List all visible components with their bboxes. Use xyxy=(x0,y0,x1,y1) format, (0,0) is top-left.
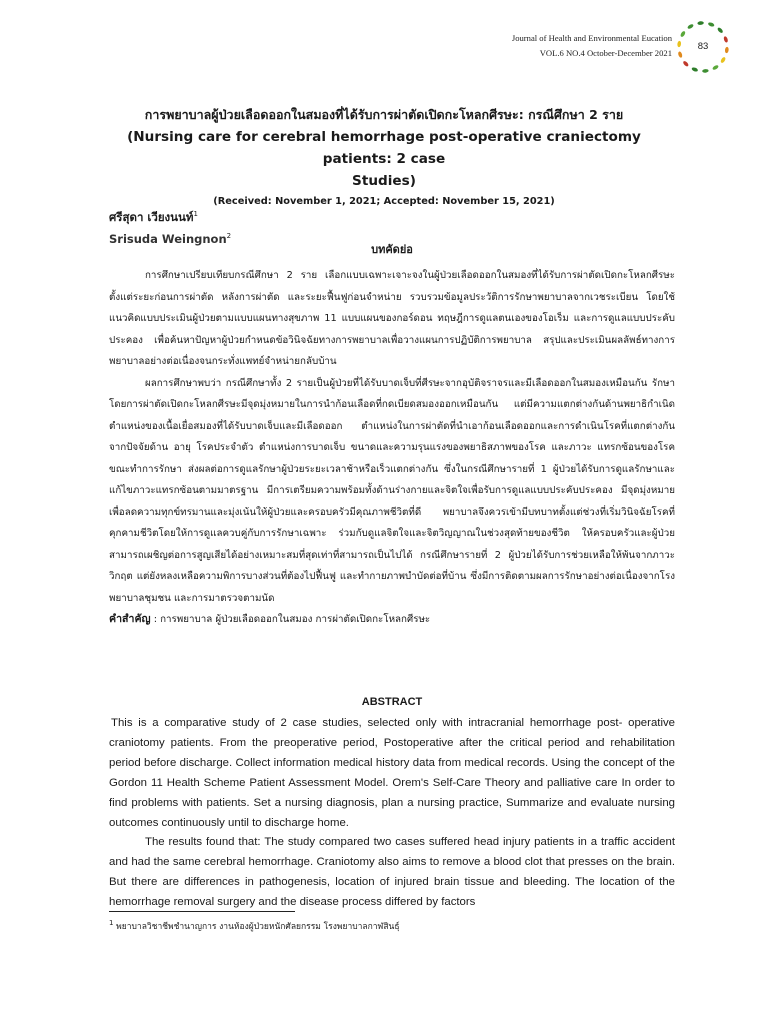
page-number: 83 xyxy=(697,41,709,52)
journal-name: Journal of Health and Environmental Eucation xyxy=(511,33,672,43)
title-english-line-2: Studies) xyxy=(352,173,416,189)
abstract-english-paragraph-1: This is a comparative study of 2 case studies, selected only with intracranial hemorrhage post- operative craniotomy patients. From the preoperative period, Postoperative after the critical period and rehabilitation period before discharge. Collect information medical history data from medical records. Using the concept of the Gordon 11 Health Scheme Patient Assessment Model. Orem's Self-Care Theory and palliative care In order to find problems with patients. Set a nursing diagnosis, plan a nursing practice, Summarize and evaluate nursing outcomes continuously until to discharge home. xyxy=(109,717,675,829)
abstract-thai-heading: บทคัดย่อ xyxy=(371,243,413,256)
wreath-leaf xyxy=(717,27,724,34)
abstract-thai-section xyxy=(109,240,675,631)
title-english-line-1: (Nursing care for cerebral hemorrhage post-operative craniectomy patients: 2 case xyxy=(127,129,641,167)
wreath-leaf xyxy=(697,21,704,25)
wreath-leaf xyxy=(720,56,727,63)
wreath-leaf xyxy=(682,60,689,67)
abstract-thai-paragraph-1: การศึกษาเปรียบเทียบกรณีศึกษา 2 ราย เลือกแบบเฉพาะเจาะจงในผู้ป่วยเลือดออกในสมองที่ได้รับการผ่าตัดเปิดกะโหลกศีรษะ ตั้งแต่ระยะก่อนการผ่าตัด หลังการผ่าตัด และระยะฟื้นฟูก่อนจำหน่าย รวบรวมข้อมูลประวัติการรักษาพยาบาลจากเวชระเบียน โดยใช้แนวคิดแบบประเมินผู้ป่วยตามแบบแผนทางสุขภาพ 11 แบบแผนของกอร์ดอน ทฤษฎีการดูแลตนเองของโอเร็ม และการดูแลแบบประคับประคอง เพื่อค้นหาปัญหาผู้ป่วยกำหนดข้อวินิจฉัยทางการพยาบาลเพื่อวางแผนการปฏิบัติการพยาบาล สรุปและประเมินผลลัพธ์ทางการพยาบาลอย่างต่อเนื่องจนกระทั่งแพทย์จำหน่ายกลับบ้าน xyxy=(109,270,675,367)
footnote-mark: 1 xyxy=(109,919,114,928)
keywords-label: คำสำคัญ xyxy=(109,613,151,625)
abstract-english-heading: ABSTRACT xyxy=(361,696,423,708)
wreath-leaf xyxy=(708,22,715,28)
author-thai xyxy=(109,206,231,228)
author-thai-name: ศรีสุดา เวียงนนท์ xyxy=(109,210,194,224)
author-english-name: Srisuda Weingnon xyxy=(109,232,227,246)
abstract-english-paragraph-2: The results found that: The study compared two cases suffered head injury patients in a traffic accident and had the same cerebral hemorrhage. Craniotomy also aims to remove a blood clot that presses on the brain. But there are differences in pathogenesis, location of injured brain tissue and bleeding. The location of the hemorrhage removal surgery and the disease process differed by factors xyxy=(109,836,675,909)
footnote-divider xyxy=(109,911,295,912)
keywords-text: : การพยาบาล ผู้ป่วยเลือดออกในสมอง การผ่าตัดเปิดกะโหลกศีรษะ xyxy=(150,614,431,625)
wreath-leaf xyxy=(723,36,728,43)
journal-emblem xyxy=(666,18,738,82)
wreath-leaf xyxy=(691,67,698,73)
wreath-leaf xyxy=(725,47,729,54)
author-thai-mark: 1 xyxy=(193,210,198,219)
journal-header xyxy=(512,31,672,61)
wreath-leaf xyxy=(677,51,682,58)
journal-volume: VOL.6 NO.4 October-December 2021 xyxy=(539,48,672,58)
wreath-leaf xyxy=(702,69,709,73)
title-thai: การพยาบาลผู้ป่วยเลือดออกในสมองที่ได้รับการผ่าตัดเปิดกะโหลกศีรษะ: กรณีศึกษา 2 ราย xyxy=(144,107,624,122)
wreath-leaf xyxy=(712,64,719,70)
title-block xyxy=(100,104,668,212)
received-dates: (Received: November 1, 2021; Accepted: November 15, 2021) xyxy=(213,196,555,207)
wreath-leaf xyxy=(677,41,681,48)
keywords-line xyxy=(109,609,675,631)
wreath-leaf xyxy=(687,23,694,29)
wreath-leaf xyxy=(680,30,687,37)
author-english-mark: 2 xyxy=(226,232,232,241)
abstract-english-section xyxy=(109,693,675,913)
abstract-thai-paragraph-2: ผลการศึกษาพบว่า กรณีศึกษาทั้ง 2 รายเป็นผู้ป่วยที่ได้รับบาดเจ็บที่ศีรษะจากอุบัติจราจรและมีเลือดออกในสมองเหมือนกัน รักษาโดยการผ่าตัดเปิดกะโหลกศีรษะมีจุดมุ่งหมายในการนำก้อนเลือดที่กดเบียดสมองออกเหมือนกัน แต่มีความแตกต่างกันด้านพยาธิกำเนิดตำแหน่งของเนื้อเยื่อสมองที่ได้รับบาดเจ็บและมีเลือดออก ตำแหน่งในการผ่าตัดที่นำเอาก้อนเลือดออกและการดำเนินโรคที่แตกต่างกันจากปัจจัยด้าน อายุ โรคประจำตัว ตำแหน่งการบาดเจ็บ ขนาดและความรุนแรงของพยาธิสภาพของโรค และภาวะ แทรกซ้อนของโรคขณะทำการรักษา ส่งผลต่อการดูแลรักษาผู้ป่วยระยะเวลาช้าหรือเร็วแตกต่างกัน ซึ่งในกรณีศึกษารายที่ 1 ผู้ป่วยได้รับการดูแลรักษาและแก้ไขภาวะแทรกซ้อนตามมาตรฐาน มีการเตรียมความพร้อมทั้งด้านร่างกายและจิตใจเพื่อรับการดูแลแบบประคับประคอง มีจุดมุ่งหมายเพื่อลดความทุกข์ทรมานและมุ่งเน้นให้ผู้ป่วยและครอบครัวมีคุณภาพชีวิตที่ดี พยาบาลจึงควรเข้ามีบทบาทตั้งแต่ช่วงที่เริ่มวินิจฉัยโรคที่คุกคามชีวิตโดยให้การดูแลควบคู่กับการรักษาเฉพาะ ร่วมกับดูแลจิตใจและจิตวิญญาณในช่วงสุดท้ายของชีวิต ให้ครอบครัวและผู้ป่วยสามารถเผชิญต่อการสูญเสียได้อย่างเหมาะสมที่สุดเท่าที่สามารถเป็นไปได้ กรณีศึกษารายที่ 2 ผู้ป่วยได้รับการช่วยเหลือให้พ้นจากภาวะวิกฤต แต่ยังหลงเหลือความพิการบางส่วนที่ต้องไปฟื้นฟู และทำกายภาพบำบัดต่อที่บ้าน ซึ่งมีการติดตามผลการรักษาอย่างต่อเนื่องจากโรงพยาบาลชุมชน และการมาตรวจตามนัด xyxy=(109,377,675,604)
footnote xyxy=(109,920,400,934)
footnote-text: พยาบาลวิชาชีพชำนาญการ งานห้องผู้ป่วยหนักศัลยกรรม โรงพยาบาลกาฬสินธุ์ xyxy=(113,922,400,932)
